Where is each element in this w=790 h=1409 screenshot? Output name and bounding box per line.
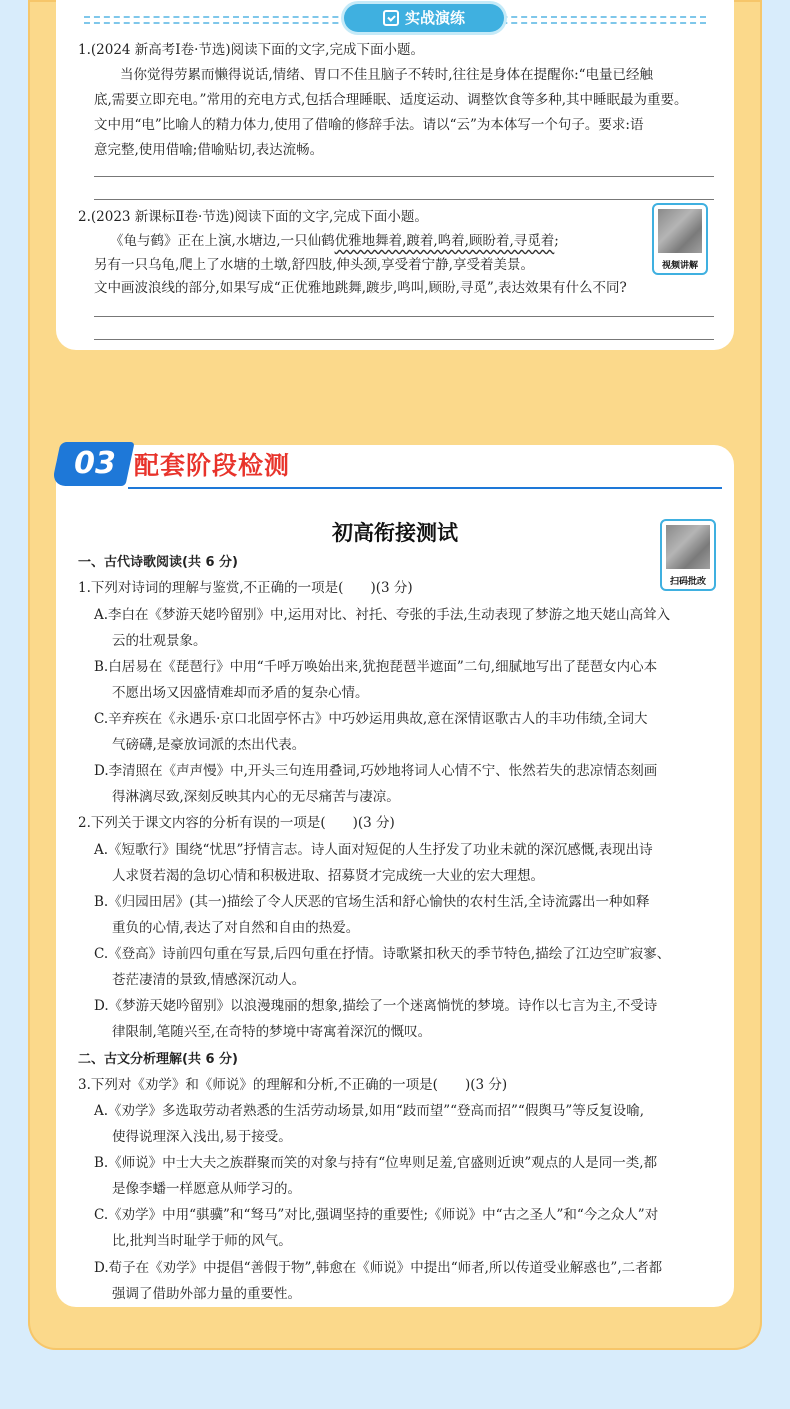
grading-qr-code[interactable] xyxy=(660,519,716,591)
option-line[interactable]: B.《师说》中士大夫之族群聚而笑的对象与持有“位卑则足羞,官盛则近谀”观点的人是同一类,都 xyxy=(94,1155,658,1171)
q1-line: 底,需要立即充电。”常用的充电方式,包括合理睡眠、适度运动、调整饮食等多种,其中睡眠最为重要。 xyxy=(94,92,688,108)
question-stem: 3.下列对《劝学》和《师说》的理解和分析,不正确的一项是( )(3 分) xyxy=(78,1077,508,1093)
option-line[interactable]: C.《登高》诗前四句重在写景,后四句重在抒情。诗歌紧扣秋天的季节特色,描绘了江边空旷寂寥、 xyxy=(94,946,671,962)
option-line[interactable]: C.辛弃疾在《永遇乐·京口北固亭怀古》中巧妙运用典故,意在深情讴歌古人的丰功伟绩,全词大 xyxy=(94,711,648,727)
option-line: 律限制,笔随兴至,在奇特的梦境中寄寓着深沉的慨叹。 xyxy=(112,1024,432,1040)
option-line: 得淋漓尽致,深刻反映其内心的无尽痛苦与凄凉。 xyxy=(112,789,400,805)
option-line: 重负的心情,表达了对自然和自由的热爱。 xyxy=(112,920,360,936)
option-line[interactable]: A.《劝学》多选取劳动者熟悉的生活劳动场景,如用“跂而望”“登高而招”“假舆马”等反复设喻, xyxy=(94,1103,645,1119)
qr-label: 扫码批改 xyxy=(669,577,706,587)
practice-header-label: 实战演练 xyxy=(404,9,465,27)
qr-code-image xyxy=(658,209,702,253)
q2-line: 文中画波浪线的部分,如果写成“正优雅地跳舞,踱步,鸣叫,顾盼,寻觅”,表达效果有什么不同? xyxy=(94,280,627,296)
q2-line: 2.(2023 新课标Ⅱ卷·节选)阅读下面的文字,完成下面小题。 xyxy=(78,209,428,225)
video-qr-code[interactable] xyxy=(652,203,708,275)
question-stem: 2.下列关于课文内容的分析有误的一项是( )(3 分) xyxy=(78,815,395,831)
answer-line[interactable] xyxy=(94,176,714,177)
option-line: 苍茫凄清的景致,情感深沉动人。 xyxy=(112,972,306,988)
option-line[interactable]: D.李清照在《声声慢》中,开头三句连用叠词,巧妙地将词人心情不宁、怅然若失的悲凉情态刻画 xyxy=(94,763,658,779)
part-heading: 一、古代诗歌阅读(共 6 分) xyxy=(78,555,238,570)
section-underline xyxy=(128,487,722,489)
option-line[interactable]: A.《短歌行》围绕“忧思”抒情言志。诗人面对短促的人生抒发了功业未就的深沉感慨,表现出诗 xyxy=(94,842,653,858)
question-stem: 1.下列对诗词的理解与鉴赏,不正确的一项是( )(3 分) xyxy=(78,580,413,596)
option-line: 云的壮观景象。 xyxy=(112,633,207,649)
option-line[interactable]: B.白居易在《琵琶行》中用“千呼万唤始出来,犹抱琵琶半遮面”二句,细腻地写出了琵琶女内心本 xyxy=(94,659,658,675)
qr-code-image xyxy=(666,525,710,569)
q1-line: 文中用“电”比喻人的精力体力,使用了借喻的修辞手法。请以“云”为本体写一个句子。要求:语 xyxy=(94,117,644,133)
q2-line xyxy=(110,229,559,254)
q1-line: 意完整,使用借喻;借喻贴切,表达流畅。 xyxy=(94,142,324,158)
test-title: 初高衔接测试 xyxy=(332,521,458,545)
q2-wavy-underlined-text: 优雅地舞着,踱着,鸣着,顾盼着,寻觅着 xyxy=(334,233,555,249)
answer-line[interactable] xyxy=(94,339,714,340)
check-edit-icon xyxy=(383,10,399,26)
option-line[interactable]: D.《梦游天姥吟留别》以浪漫瑰丽的想象,描绘了一个迷离惝恍的梦境。诗作以七言为主,不受诗 xyxy=(94,998,658,1014)
answer-line[interactable] xyxy=(94,316,714,317)
section-title: 配套阶段检测 xyxy=(134,451,291,480)
option-line: 强调了借助外部力量的重要性。 xyxy=(112,1286,301,1302)
option-line[interactable]: C.《劝学》中用“骐骥”和“驽马”对比,强调坚持的重要性;《师说》中“古之圣人”和“今之众人”对 xyxy=(94,1207,659,1223)
option-line[interactable]: D.荀子在《劝学》中提倡“善假于物”,韩愈在《师说》中提出“师者,所以传道受业解惑也”,二者都 xyxy=(94,1260,663,1276)
q2-text: ; xyxy=(554,233,559,249)
part-heading: 二、古文分析理解(共 6 分) xyxy=(78,1052,238,1067)
answer-line[interactable] xyxy=(94,199,714,200)
q1-line: 当你觉得劳累而懒得说话,情绪、胃口不佳且脑子不转时,往往是身体在提醒你:“电量已经触 xyxy=(120,67,654,83)
option-line: 使得说理深入浅出,易于接受。 xyxy=(112,1129,292,1145)
section-number: 03 xyxy=(74,446,116,481)
option-line: 人求贤若渴的急切心情和积极进取、招募贤才完成统一大业的宏大理想。 xyxy=(112,868,544,884)
q1-line: 1.(2024 新高考Ⅰ卷·节选)阅读下面的文字,完成下面小题。 xyxy=(78,42,424,58)
option-line: 比,批判当时耻学于师的风气。 xyxy=(112,1233,292,1249)
practice-header-badge xyxy=(344,4,504,32)
option-line: 不愿出场又因盛情难却而矛盾的复杂心情。 xyxy=(112,685,369,701)
option-line[interactable]: B.《归园田居》(其一)描绘了令人厌恶的官场生活和舒心愉快的农村生活,全诗流露出一种如释 xyxy=(94,894,650,910)
option-line: 气磅礴,是豪放词派的杰出代表。 xyxy=(112,737,306,753)
qr-label: 视频讲解 xyxy=(661,261,698,271)
option-line[interactable]: A.李白在《梦游天姥吟留别》中,运用对比、衬托、夸张的手法,生动表现了梦游之地天姥山高耸入 xyxy=(94,607,671,623)
q2-text: 《龟与鹤》正在上演,水塘边,一只仙鹤 xyxy=(110,233,335,249)
q2-line: 另有一只乌龟,爬上了水塘的土墩,舒四肢,伸头颈,享受着宁静,享受着美景。 xyxy=(94,257,534,273)
option-line: 是像李蟠一样愿意从师学习的。 xyxy=(112,1181,301,1197)
